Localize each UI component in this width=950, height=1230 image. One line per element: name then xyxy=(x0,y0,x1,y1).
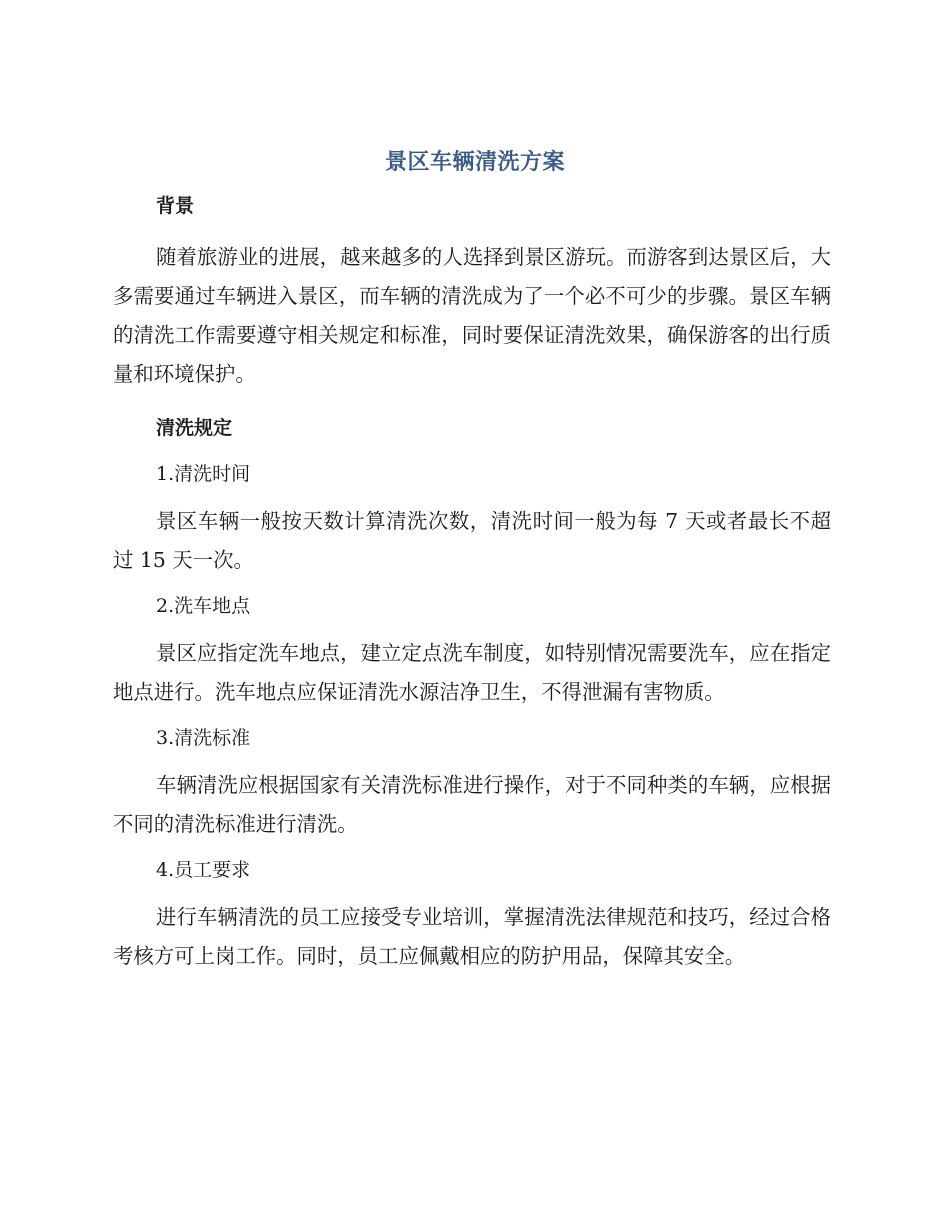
document-title: 景区车辆清洗方案 xyxy=(384,150,565,175)
rule-text-standard: 车辆清洗应根据国家有关清洗标准进行操作，对于不同种类的车辆，应根据不同的清洗标准进行清洗。 xyxy=(113,773,831,836)
section-heading-background: 背景 xyxy=(156,195,195,217)
rule-text-staff: 进行车辆清洗的员工应接受专业培训，掌握清洗法律规范和技巧，经过合格考核方可上岗工作。同时，员工应佩戴相应的防护用品，保障其安全。 xyxy=(113,905,831,968)
rule-text-time: 景区车辆一般按天数计算清洗次数，清洗时间一般为每 7 天或者最长不超过 15 天一次。 xyxy=(113,509,831,572)
background-paragraph: 随着旅游业的进展，越来越多的人选择到景区游玩。而游客到达景区后，大多需要通过车辆进入景区，而车辆的清洗成为了一个必不可少的步骤。景区车辆的清洗工作需要遵守相关规定和标准，同时要保证清洗效果，确保游客的出行质量和环境保护。 xyxy=(113,245,831,386)
document-body xyxy=(113,188,831,984)
rule-title-standard: 3.清洗标准 xyxy=(156,727,251,749)
section-heading-rules: 清洗规定 xyxy=(156,417,233,439)
rule-title-location: 2.洗车地点 xyxy=(156,595,251,617)
rule-text-location: 景区应指定洗车地点，建立定点洗车制度，如特别情况需要洗车，应在指定地点进行。洗车地点应保证清洗水源洁净卫生，不得泄漏有害物质。 xyxy=(113,641,831,704)
rule-title-staff: 4.员工要求 xyxy=(156,859,251,881)
rule-title-time: 1.清洗时间 xyxy=(156,463,251,485)
